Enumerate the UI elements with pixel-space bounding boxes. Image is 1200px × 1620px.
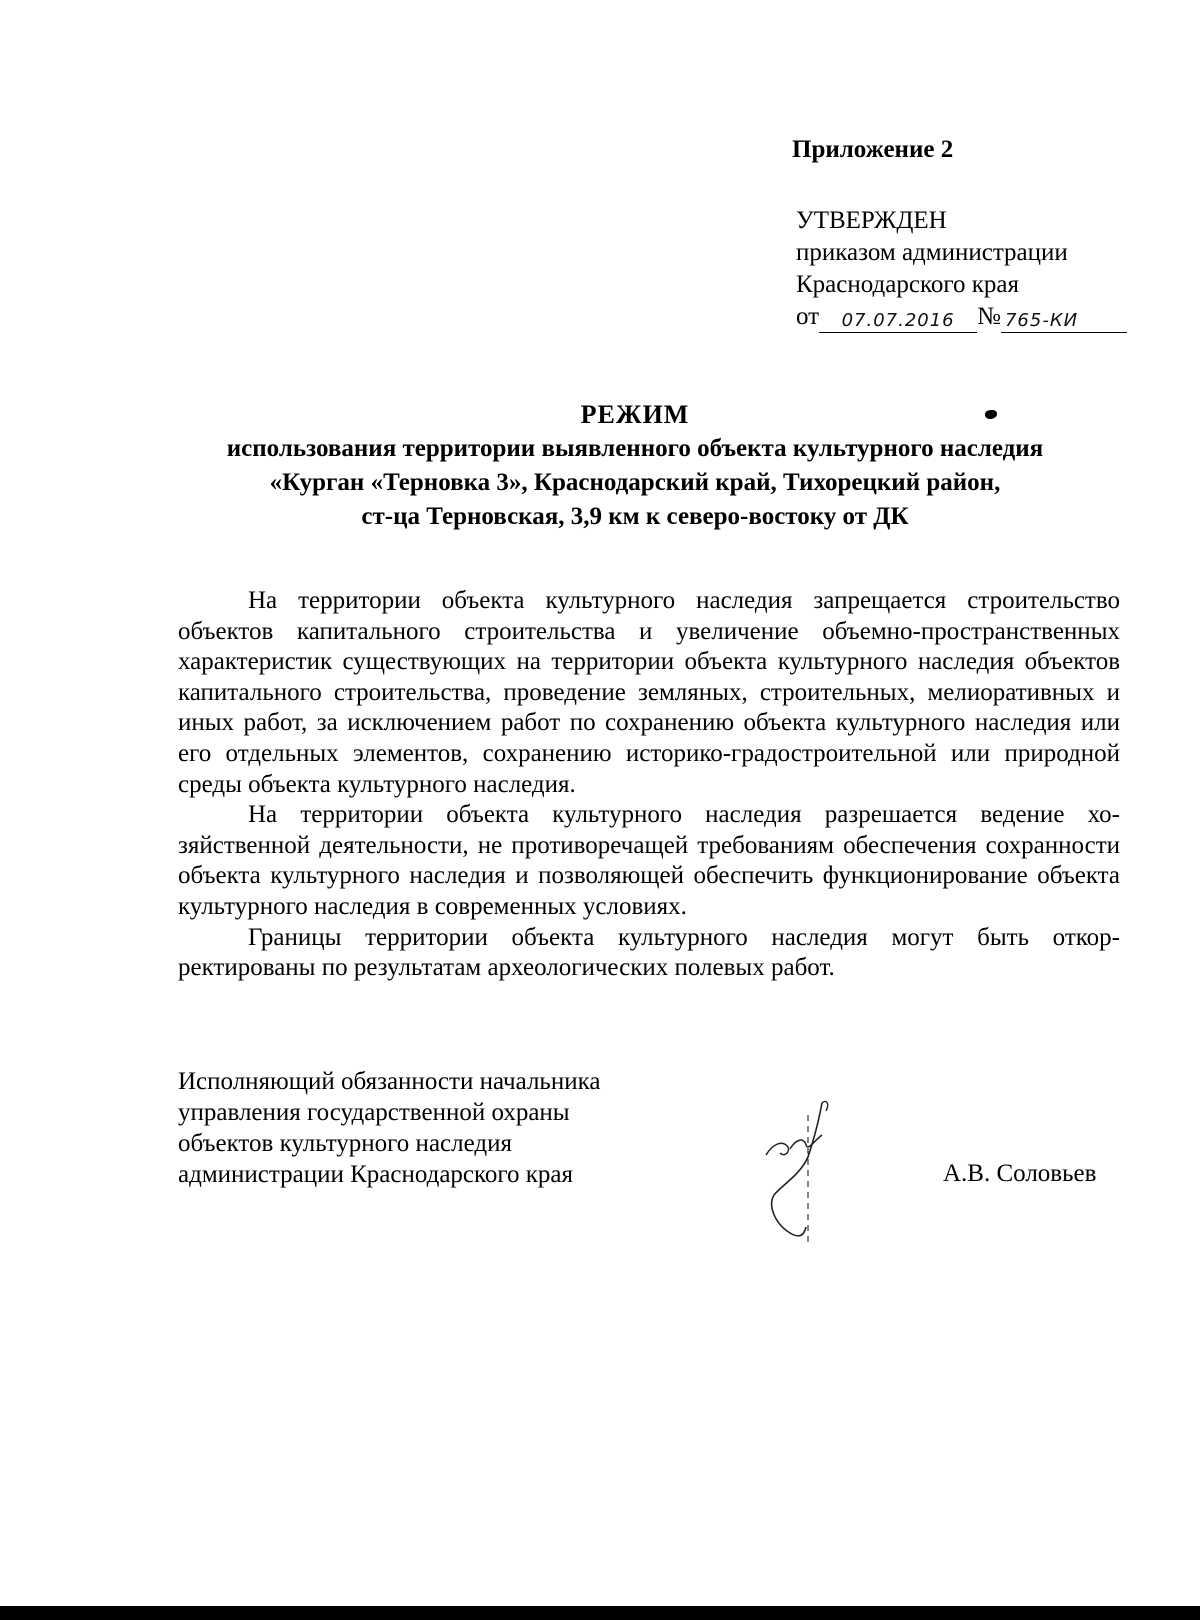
document-body [178, 586, 1120, 984]
signer-line-2: управления государственной охраны [178, 1099, 570, 1126]
from-label: от [796, 303, 820, 330]
paragraph-boundaries: Границы территории объекта культурного наследия могут быть откорректированы по результатам археологических полевых работ. [178, 923, 1120, 982]
approval-heading: УТВЕРЖДЕН [796, 207, 947, 234]
annex-label: Приложение 2 [792, 136, 954, 163]
approval-line-3: Краснодарского края [796, 271, 1019, 298]
title-line-3: «Курган «Терновка 3», Краснодарский край, Тихорецкий район, [269, 469, 1001, 496]
signer-line-4: администрации Краснодарского края [178, 1161, 574, 1188]
number-label: № [977, 303, 1001, 330]
paragraph-permissions: На территории объекта культурного наследия разрешается ведение хозяйственной деятельности, не противоречащей требованиям обеспечения сохранности объекта культурного наследия и позволяющей обеспечить функционирование объекта культурного наследия в современных условиях. [178, 801, 1120, 920]
title-regime: РЕЖИМ [580, 400, 690, 429]
handwritten-date: 07.07.2016 [819, 310, 977, 333]
title-line-4: ст-ца Терновская, 3,9 км к северо-востоку от ДК [361, 503, 909, 530]
paragraph-prohibitions: На территории объекта культурного наследия запрещается строительство объектов капитального строительства и увеличение объемно-пространственных характеристик существующих на территории объекта культурного наследия объектов капитального строительства, проведение земляных, строительных, мелиоративных и иных работ, за исключением работ по сохранению объекта культурного наследия или его отдельных элементов, сохранению историко-градостроительной или природной среды объекта культурного наследия. [178, 587, 1120, 798]
handwritten-number: 765-КИ [1001, 310, 1127, 333]
handwritten-signature [760, 1095, 870, 1255]
approval-block [796, 205, 1127, 333]
signer-line-1: Исполняющий обязанности начальника [178, 1068, 601, 1095]
order-line [796, 301, 1127, 333]
signer-name: А.В. Соловьев [943, 1160, 1097, 1187]
document-title [150, 398, 1120, 534]
signer-line-3: объектов культурного наследия [178, 1130, 512, 1157]
title-line-2: использования территории выявленного объекта культурного наследия [226, 435, 1044, 462]
approval-line-2: приказом администрации [796, 239, 1068, 266]
scan-edge-bar [0, 1606, 1200, 1620]
signer-position [178, 1066, 600, 1190]
